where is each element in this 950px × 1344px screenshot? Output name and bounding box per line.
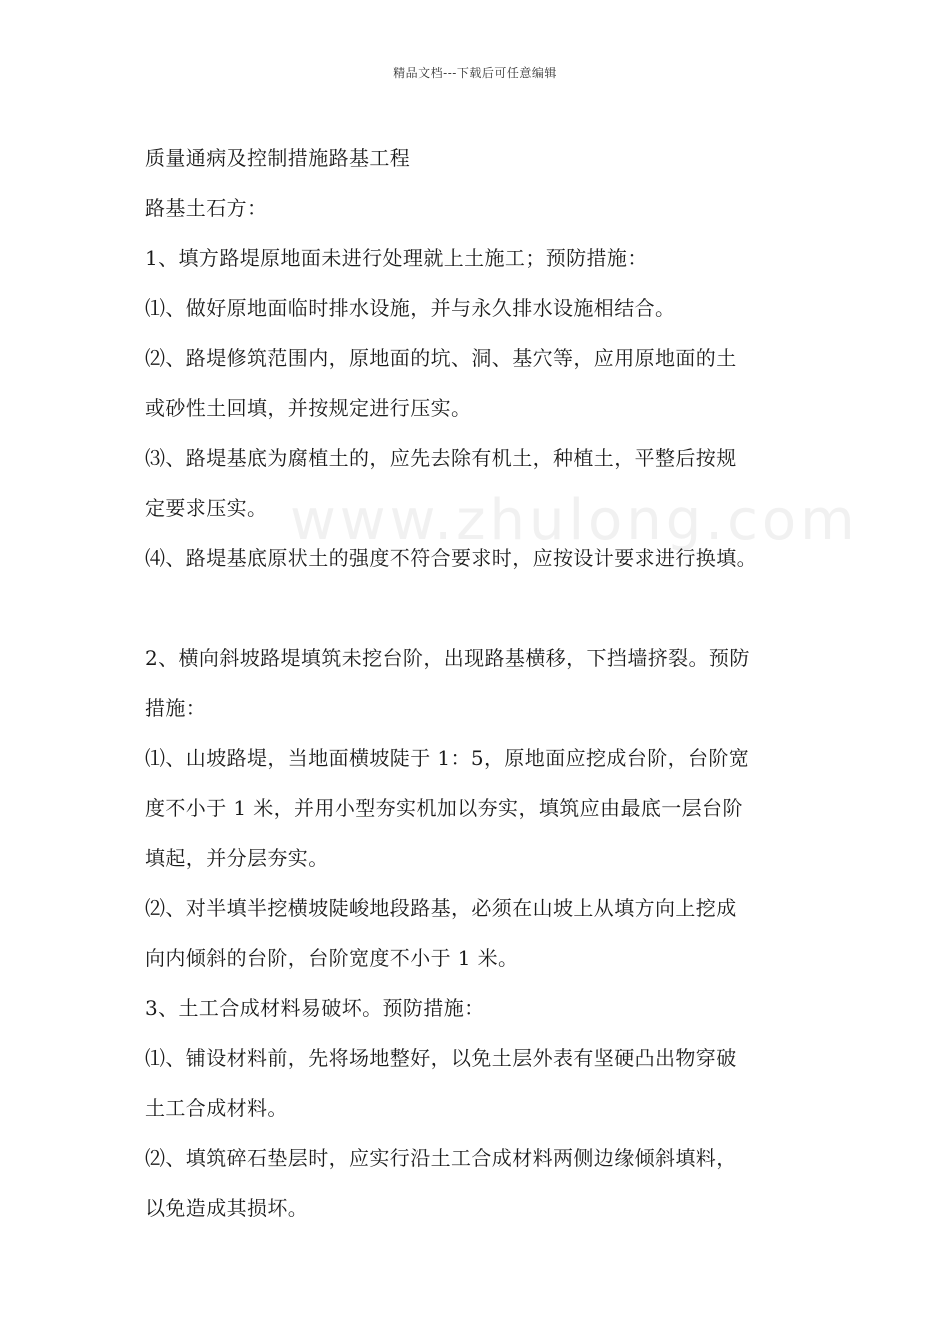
- document-body: [145, 133, 815, 1233]
- paragraph-line: ⑴、铺设材料前，先将场地整好，以免土层外表有坚硬凸出物穿破: [145, 1046, 737, 1070]
- paragraph-line: ⑵、路堤修筑范围内，原地面的坑、洞、基穴等，应用原地面的土: [145, 346, 737, 370]
- paragraph-line: ⑵、对半填半挖横坡陡峻地段路基，必须在山坡上从填方向上挖成: [145, 896, 737, 920]
- paragraph-line: ⑷、路堤基底原状土的强度不符合要求时，应按设计要求进行换填。: [145, 546, 757, 570]
- paragraph-line: 度不小于 1 米，并用小型夯实机加以夯实，填筑应由最底一层台阶: [145, 796, 743, 820]
- section-heading: 路基土石方：: [145, 196, 268, 220]
- paragraph-line: 2、横向斜坡路堤填筑未挖台阶，出现路基横移，下挡墙挤裂。预防: [145, 646, 750, 670]
- paragraph-line: 1、填方路堤原地面未进行处理就上土施工；预防措施：: [145, 246, 648, 270]
- paragraph-line: ⑵、填筑碎石垫层时，应实行沿土工合成材料两侧边缘倾斜填料，: [145, 1146, 737, 1170]
- paragraph-line: 或砂性土回填，并按规定进行压实。: [145, 396, 472, 420]
- paragraph-line: 向内倾斜的台阶，台阶宽度不小于 1 米。: [145, 946, 519, 970]
- paragraph-line: 定要求压实。: [145, 496, 268, 520]
- paragraph-line: 以免造成其损坏。: [145, 1196, 309, 1220]
- paragraph-gap: [145, 583, 815, 633]
- paragraph-line: 措施：: [145, 696, 207, 720]
- paragraph-line: 填起，并分层夯实。: [145, 846, 329, 870]
- watermark: www.zhulong.com: [290, 488, 859, 553]
- paragraph-line: ⑴、山坡路堤，当地面横坡陡于 1：5，原地面应挖成台阶，台阶宽: [145, 746, 750, 770]
- document-title: 质量通病及控制措施路基工程: [145, 146, 411, 170]
- paragraph-line: 3、土工合成材料易破坏。预防措施：: [145, 996, 485, 1020]
- paragraph-line: ⑶、路堤基底为腐植土的，应先去除有机土，种植土，平整后按规: [145, 446, 737, 470]
- page-header: 精品文档---下载后可任意编辑: [393, 66, 557, 80]
- paragraph-line: 土工合成材料。: [145, 1096, 288, 1120]
- paragraph-line: ⑴、做好原地面临时排水设施，并与永久排水设施相结合。: [145, 296, 676, 320]
